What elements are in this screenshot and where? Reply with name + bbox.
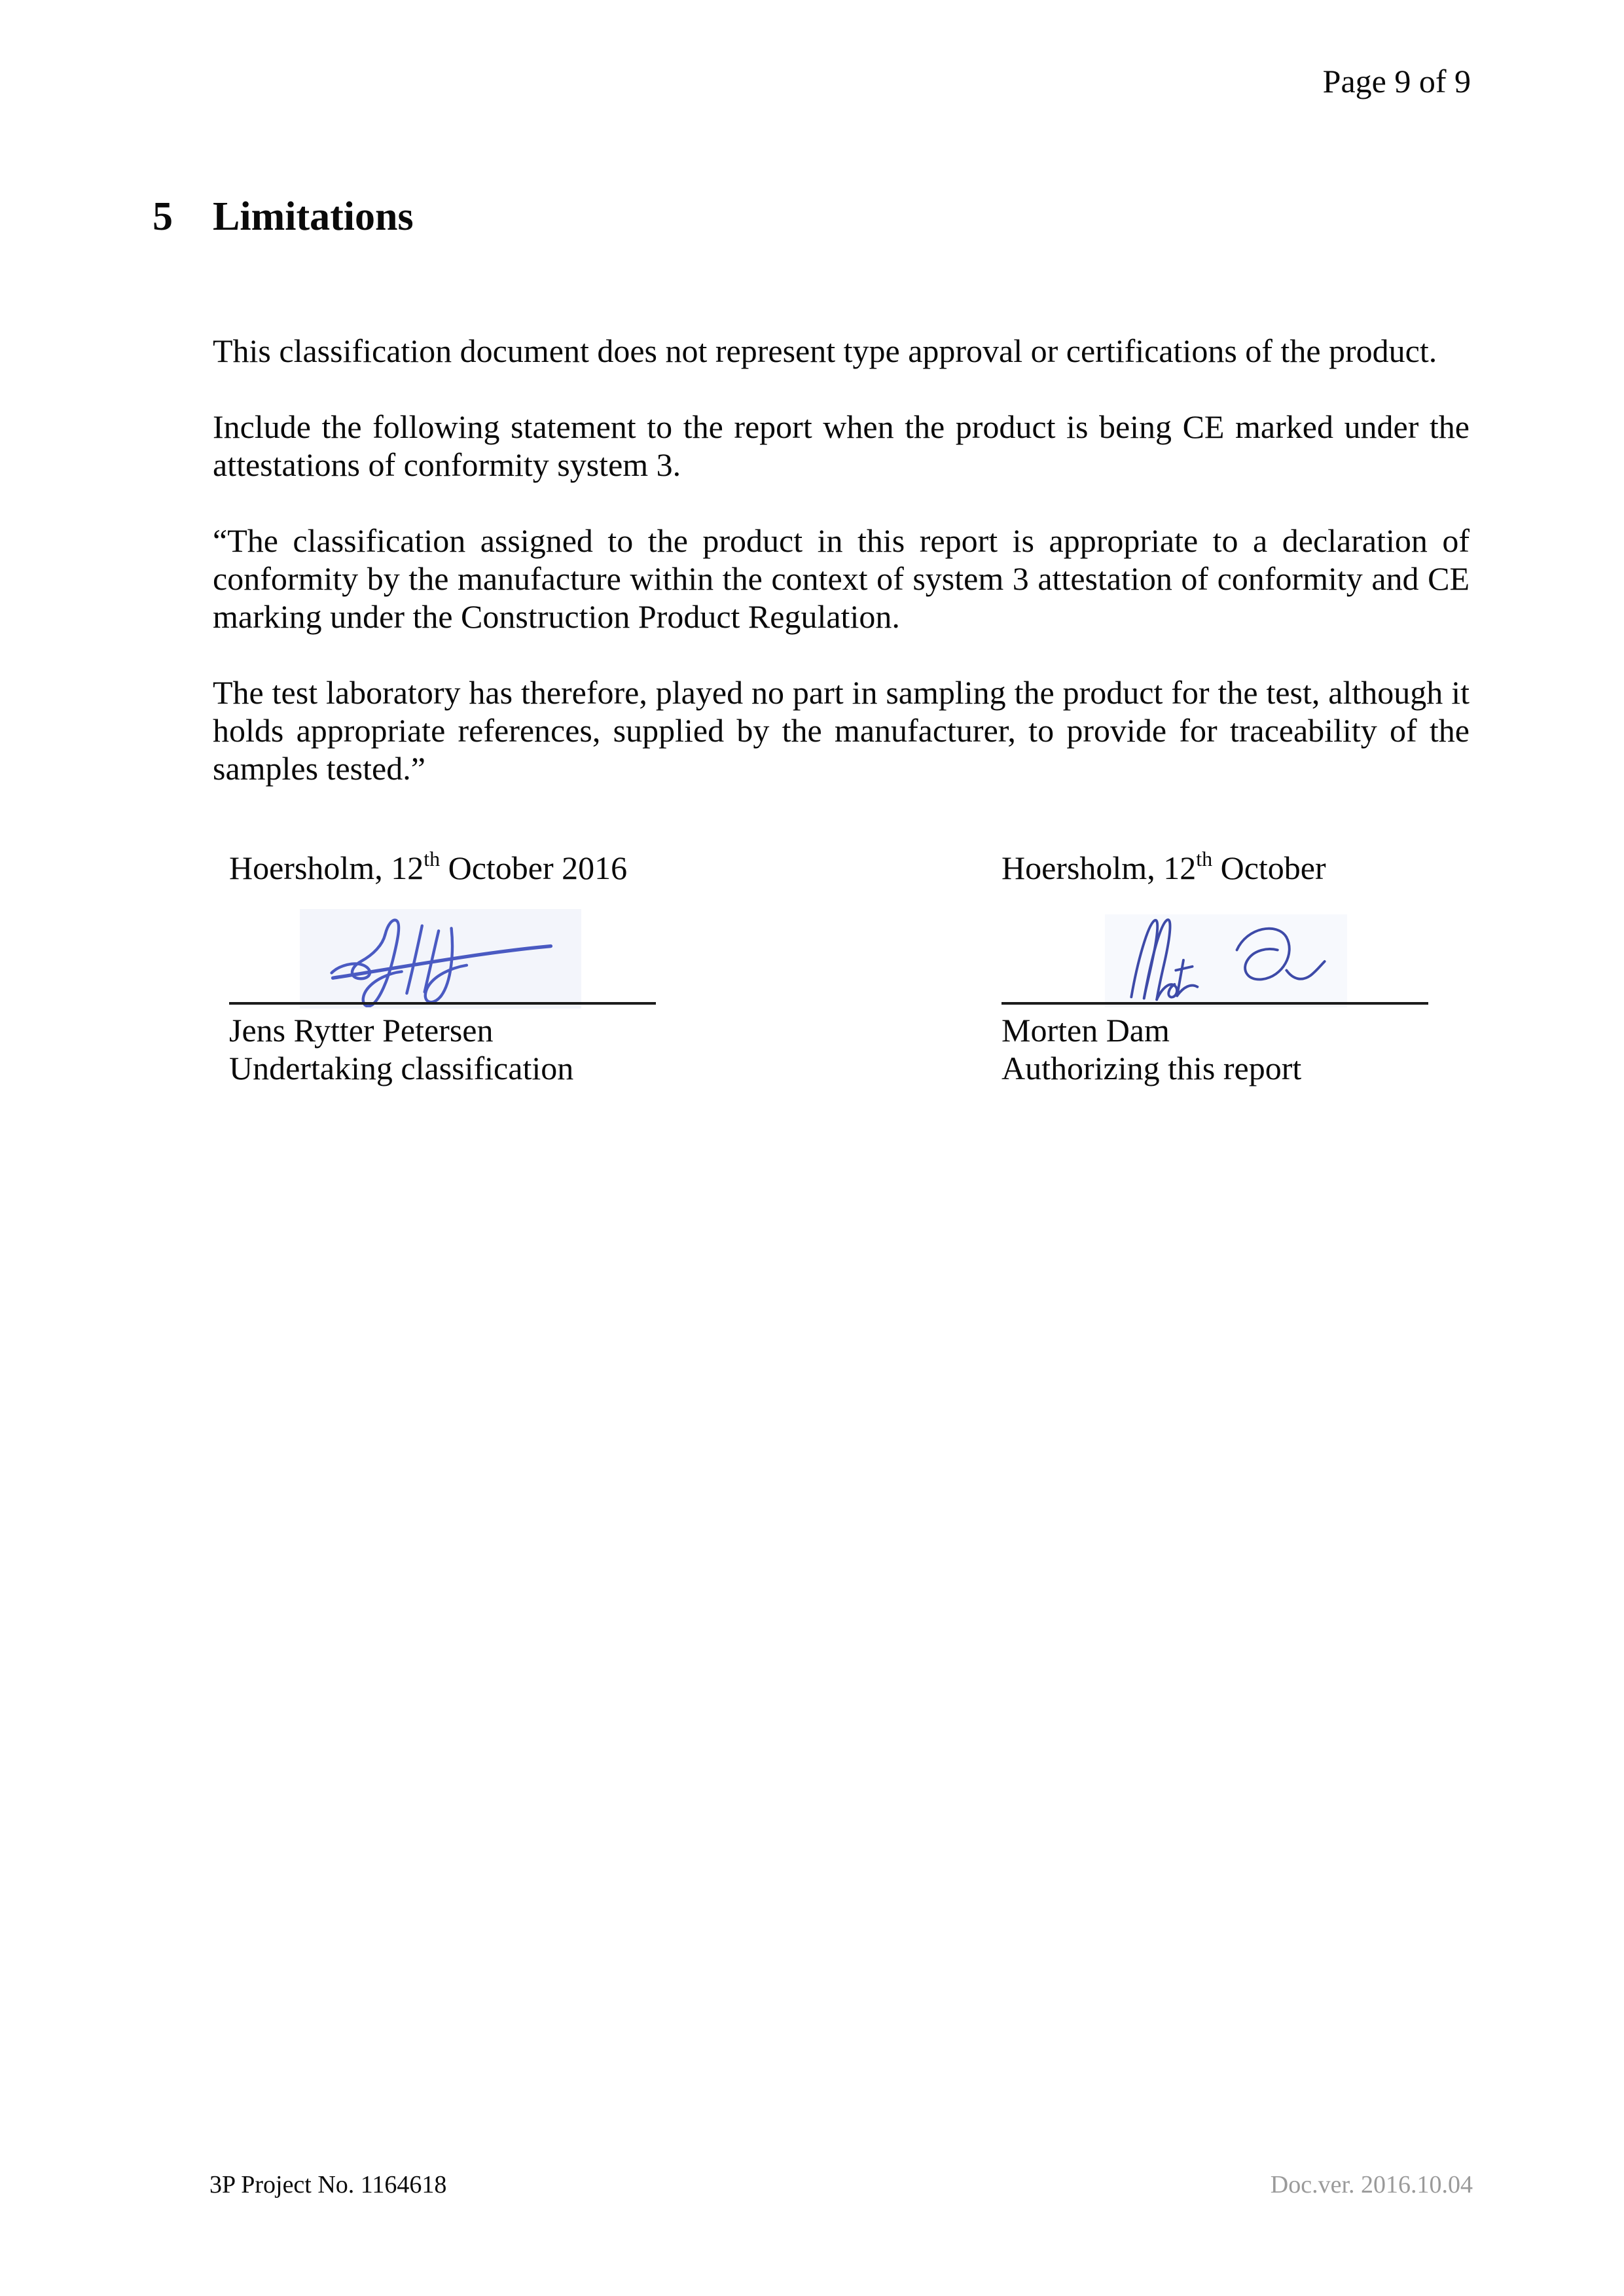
- footer-doc-version: Doc.ver. 2016.10.04: [1270, 2171, 1473, 2198]
- signature-date: [1001, 849, 1326, 887]
- signature-stroke: [1131, 920, 1157, 998]
- body-paragraph: This classification document does not represent type approval or certifications of the product.: [213, 332, 1437, 369]
- signature-stroke: [1237, 929, 1290, 980]
- signature-stroke: [1176, 967, 1192, 971]
- signature-date-place: Hoersholm, 12: [229, 850, 424, 886]
- signature-line: [1001, 1002, 1428, 1005]
- body-paragraph: Include the following statement to the report when the product is being CE marked under the attestations of conformity system 3.: [213, 408, 1470, 483]
- signature-date-rest: October 2016: [440, 850, 628, 886]
- signature-image: [321, 912, 562, 1007]
- body-text: [213, 332, 1470, 825]
- signature-date-place: Hoersholm, 12: [1001, 850, 1197, 886]
- signature-stroke: [1177, 986, 1197, 996]
- section-number: 5: [153, 194, 173, 239]
- signature-block-left: [229, 849, 656, 1124]
- signature-image: [1119, 916, 1335, 1005]
- section-title: Limitations: [213, 194, 414, 239]
- body-paragraph: “The classification assigned to the product in this report is appropriate to a declaration of conformity by the manufacture within the context of system 3 attestation of conformity and CE marking under the Construction Product Regulation.: [213, 522, 1470, 635]
- signature-block-right: [1001, 849, 1428, 1124]
- signature-stroke: [363, 920, 402, 1007]
- signatory-role: Authorizing this report: [1001, 1050, 1302, 1086]
- signatory-name: Morten Dam: [1001, 1012, 1170, 1049]
- section-heading: [153, 195, 414, 238]
- footer-project-number: 3P Project No. 1164618: [209, 2171, 447, 2198]
- signatory-role: Undertaking classification: [229, 1050, 574, 1086]
- signature-line: [229, 1002, 656, 1005]
- signature-stroke: [406, 925, 422, 993]
- signature-date-ordinal: th: [1196, 847, 1213, 870]
- page-number: Page 9 of 9: [1322, 63, 1471, 99]
- signature-date-rest: October: [1212, 850, 1326, 886]
- body-paragraph: The test laboratory has therefore, played no part in sampling the product for the test, although it holds appropriate references, supplied by the manufacturer, to provide for traceability of the samples tested.”: [213, 674, 1470, 787]
- signature-date: [229, 849, 627, 887]
- signature-date-ordinal: th: [424, 847, 441, 870]
- signature-stroke: [1286, 961, 1324, 979]
- signatory-name: Jens Rytter Petersen: [229, 1012, 494, 1049]
